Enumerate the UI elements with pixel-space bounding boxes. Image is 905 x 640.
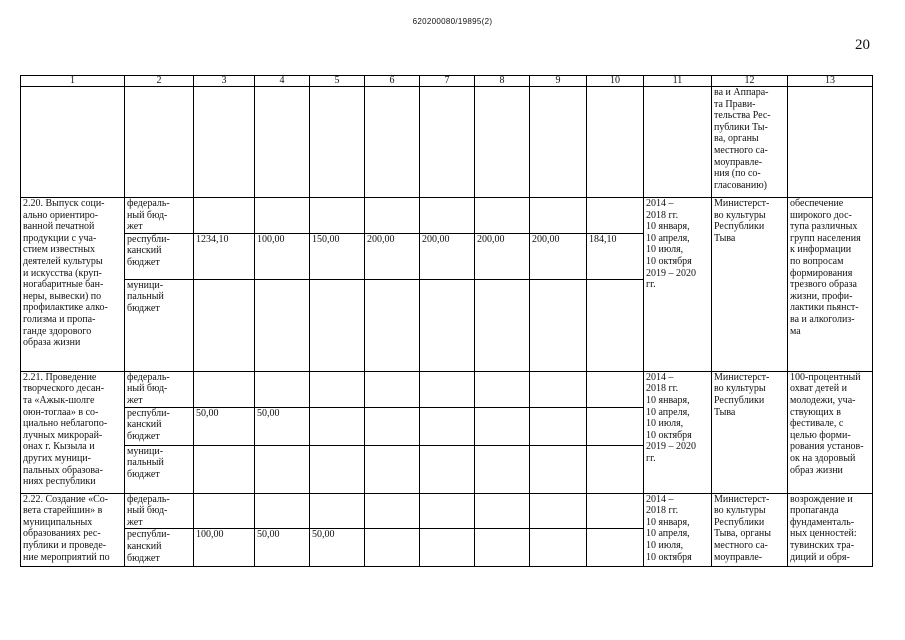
carryover-row [21, 87, 873, 198]
budget-value [365, 371, 420, 407]
budget-value: 50,00 [255, 529, 310, 567]
activity-name: 2.22. Создание «Со- вета старейшин» в муниципальных образованиях рес- публики и проведе- ние мероприятий по [21, 493, 125, 567]
column-number: 10 [587, 76, 644, 87]
budget-value [255, 279, 310, 371]
budget-value [587, 371, 644, 407]
column-number: 9 [530, 76, 587, 87]
budget-value [530, 407, 587, 445]
budget-value [310, 279, 365, 371]
document-id: 620200080/19895(2) [412, 17, 493, 26]
budget-value [365, 279, 420, 371]
empty-cell [587, 87, 644, 198]
budget-value [530, 371, 587, 407]
budget-value [420, 445, 475, 493]
budget-source: муници- пальный бюджет [125, 445, 194, 493]
budget-value [587, 445, 644, 493]
budget-source: муници- пальный бюджет [125, 279, 194, 371]
table-row [21, 371, 873, 407]
result-cell: обеспечение широкого дос- тупа различных групп населения к информации по вопросам формирования трезвого образа жизни, профи- лактики пьянст- ва и алкоголиз- ма [788, 198, 873, 372]
column-number: 1 [21, 76, 125, 87]
budget-value [310, 445, 365, 493]
budget-source: республи- канский бюджет [125, 233, 194, 279]
budget-value [194, 279, 255, 371]
budget-value: 200,00 [420, 233, 475, 279]
column-number: 8 [475, 76, 530, 87]
period-cell: 2014 – 2018 гг. 10 января, 10 апреля, 10 июля, 10 октября 2019 – 2020 гг. [644, 371, 712, 493]
executor-cell: Министерст- во культуры Республики Тыва, органы местного са- моуправле- [712, 493, 788, 567]
budget-value [475, 493, 530, 529]
budget-source: республи- канский бюджет [125, 529, 194, 567]
period-cell: 2014 – 2018 гг. 10 января, 10 апреля, 10 июля, 10 октября [644, 493, 712, 567]
budget-value: 184,10 [587, 233, 644, 279]
budget-value [587, 198, 644, 234]
empty-cell [255, 87, 310, 198]
budget-value [194, 445, 255, 493]
budget-source: федераль- ный бюд- жет [125, 493, 194, 529]
budget-value [587, 493, 644, 529]
result-cell: 100-процентный охват детей и молодежи, уча- ствующих в фестивале, с целью форми- рования установ- ок на здоровый образ жизни [788, 371, 873, 493]
budget-value [255, 445, 310, 493]
budget-value: 150,00 [310, 233, 365, 279]
budget-value [255, 371, 310, 407]
budget-value [420, 493, 475, 529]
column-number: 12 [712, 76, 788, 87]
result-cell: возрождение и пропаганда фундаменталь- ных ценностей: тувинских тра- диций и обря- [788, 493, 873, 567]
budget-value [420, 407, 475, 445]
budget-value [530, 445, 587, 493]
budget-value [420, 279, 475, 371]
budget-value: 50,00 [194, 407, 255, 445]
budget-value [310, 407, 365, 445]
executor-cell: Министерст- во культуры Республики Тыва [712, 371, 788, 493]
empty-cell [365, 87, 420, 198]
column-number: 7 [420, 76, 475, 87]
budget-value: 50,00 [310, 529, 365, 567]
budget-value [530, 198, 587, 234]
table-row [21, 493, 873, 529]
budget-source: федераль- ный бюд- жет [125, 371, 194, 407]
activity-name: 2.21. Проведение творческого десан- та «Ажык-шолге оюн-тоглаа» в со- циально неблагопо- лучных микрорай- онах г. Кызыла и других муници- пальных образова- ниях республики [21, 371, 125, 493]
column-number: 5 [310, 76, 365, 87]
budget-value [365, 198, 420, 234]
executor-cell: Министерст- во культуры Республики Тыва [712, 198, 788, 372]
budget-value: 200,00 [365, 233, 420, 279]
budget-value [310, 371, 365, 407]
budget-value: 100,00 [194, 529, 255, 567]
budget-value [255, 493, 310, 529]
budget-source: федераль- ный бюд- жет [125, 198, 194, 234]
budget-value [587, 407, 644, 445]
budget-value [475, 445, 530, 493]
budget-value: 200,00 [530, 233, 587, 279]
budget-value [365, 493, 420, 529]
budget-value [475, 529, 530, 567]
period-cell: 2014 – 2018 гг. 10 января, 10 апреля, 10 июля, 10 октября 2019 – 2020 гг. [644, 198, 712, 372]
executor-cell: ва и Аппара- та Прави- тельства Рес- публики Ты- ва, органы местного са- моуправле- ния (по со- гласованию) [712, 87, 788, 198]
budget-value [475, 371, 530, 407]
budget-value [255, 198, 310, 234]
empty-cell [194, 87, 255, 198]
budget-value [310, 198, 365, 234]
column-number-row [21, 76, 873, 87]
page-number: 20 [855, 37, 870, 53]
empty-cell [21, 87, 125, 198]
budget-value [530, 529, 587, 567]
budget-value [365, 529, 420, 567]
budget-value: 100,00 [255, 233, 310, 279]
activity-name: 2.20. Выпуск соци- ально ориентиро- ванной печатной продукции с уча- стием известных деятелей культуры и искусства (круп- ногабаритные бан- неры, вывески) по профилактике алко- голизма и пропа- ганде здорового образа жизни [21, 198, 125, 372]
table-row [21, 198, 873, 234]
budget-value [194, 371, 255, 407]
budget-value [420, 529, 475, 567]
budget-value [587, 279, 644, 371]
empty-cell [644, 87, 712, 198]
column-number: 4 [255, 76, 310, 87]
column-number: 13 [788, 76, 873, 87]
budget-value [530, 279, 587, 371]
empty-cell [475, 87, 530, 198]
budget-value [420, 371, 475, 407]
empty-cell [530, 87, 587, 198]
budget-value [194, 198, 255, 234]
budget-source: республи- канский бюджет [125, 407, 194, 445]
column-number: 3 [194, 76, 255, 87]
budget-value [530, 493, 587, 529]
empty-cell [420, 87, 475, 198]
budget-value: 1234,10 [194, 233, 255, 279]
budget-value [365, 407, 420, 445]
budget-value [310, 493, 365, 529]
program-table [20, 75, 873, 567]
column-number: 11 [644, 76, 712, 87]
budget-value [194, 493, 255, 529]
budget-value [365, 445, 420, 493]
empty-cell [788, 87, 873, 198]
budget-value [475, 279, 530, 371]
budget-value [587, 529, 644, 567]
budget-value [475, 407, 530, 445]
budget-value: 50,00 [255, 407, 310, 445]
budget-value [420, 198, 475, 234]
empty-cell [125, 87, 194, 198]
budget-value [475, 198, 530, 234]
column-number: 6 [365, 76, 420, 87]
empty-cell [310, 87, 365, 198]
column-number: 2 [125, 76, 194, 87]
budget-value: 200,00 [475, 233, 530, 279]
